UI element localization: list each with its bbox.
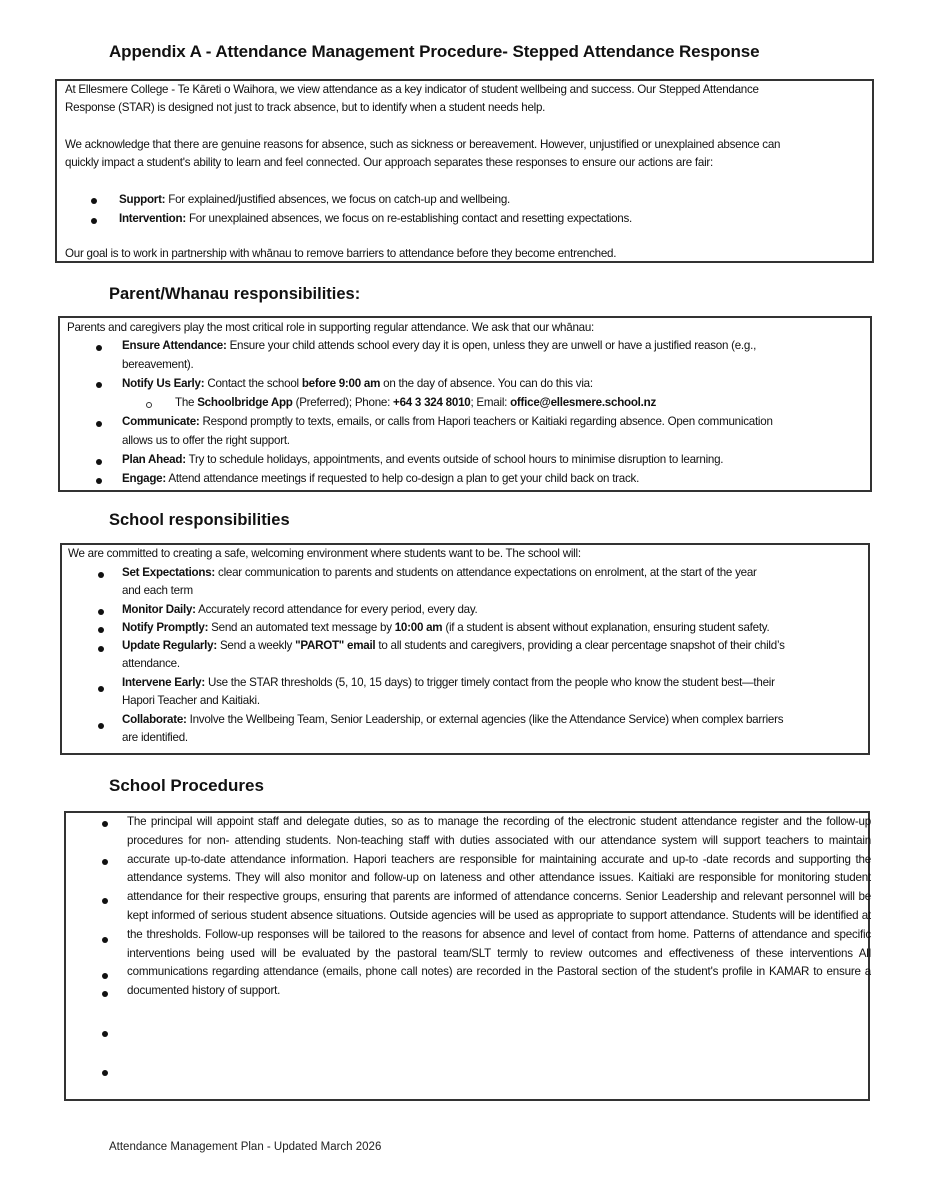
bullet-icon [102,991,108,997]
school-item-intervene: Intervene Early: Use the STAR thresholds (5, 10, 15 days) to trigger timely contact from the people who know the student best—their [122,676,775,689]
school-item-expectations: Set Expectations: clear communication to parents and students on attendance expectations on enrolment, at the start of the year [122,566,757,579]
parent-item-communicate: Communicate: Respond promptly to texts, emails, or calls from Hapori teachers or Kaitiaki regarding absence. Open communication [122,415,773,428]
parent-item-ensure: Ensure Attendance: Ensure your child attends school every day it is open, unless they are unwell or have a justified reason (e.g., [122,339,757,352]
bullet-icon [98,723,104,729]
bullet-icon [98,609,104,615]
bullet-icon [96,382,102,388]
school-item-intervene-cont: Hapori Teacher and Kaitiaki. [122,694,260,707]
bullet-icon [102,821,108,827]
school-email-link[interactable]: office@ellesmere.school.nz [510,396,657,409]
bullet-icon [102,859,108,865]
bullet-icon [96,478,102,484]
school-item-update-cont: attendance. [122,657,180,670]
bullet-icon [98,646,104,652]
procedures-heading: School Procedures [109,776,264,795]
bullet-icon [102,898,108,904]
page-footer: Attendance Management Plan - Updated March 2026 [109,1141,382,1153]
parent-item-ensure-cont: bereavement). [122,358,194,371]
school-item-update: Update Regularly: Send a weekly "PAROT" email to all students and caregivers, providing a clear percentage snapshot of their child’s [122,639,785,652]
bullet-icon [91,198,97,204]
bullet-icon [102,1070,108,1076]
bullet-icon [102,973,108,979]
bullet-icon [98,627,104,633]
intro-line-1: At Ellesmere College - Te Kāreti o Waihora, we view attendance as a key indicator of student wellbeing and success. Our Stepped Attendance [65,83,759,96]
bullet-icon [91,218,97,224]
bullet-icon [96,421,102,427]
bullet-icon [102,1031,108,1037]
school-heading: School responsibilities [109,511,290,529]
school-item-notify: Notify Promptly: Send an automated text message by 10:00 am (if a student is absent without explanation, ensuring student safety. [122,621,770,634]
parent-notify-methods: The Schoolbridge App (Preferred); Phone: +64 3 324 8010; Email: office@ellesmere.school.nz [175,396,657,409]
parent-item-notify: Notify Us Early: Contact the school before 9:00 am on the day of absence. You can do this via: [122,377,593,390]
bullet-icon [98,572,104,578]
procedures-box [64,811,870,1101]
parent-lead: Parents and caregivers play the most critical role in supporting regular attendance. We ask that our whānau: [67,321,595,334]
sub-bullet-icon [146,402,152,408]
parent-item-communicate-cont: allows us to offer the right support. [122,434,290,447]
intro-line-2: Response (STAR) is designed not just to track absence, but to identify when a student needs help. [65,101,546,114]
school-item-collaborate-cont: are identified. [122,731,188,744]
intro-line-4: quickly impact a student's ability to learn and feel connected. Our approach separates these responses to ensure our actions are fair: [65,156,713,169]
bullet-icon [98,686,104,692]
school-item-collaborate: Collaborate: Involve the Wellbeing Team, Senior Leadership, or external agencies (like the Attendance Service) when complex barriers [122,713,784,726]
parent-box [58,316,872,492]
bullet-icon [96,345,102,351]
intro-box [55,79,874,263]
parent-item-engage: Engage: Attend attendance meetings if requested to help co-design a plan to get your child back on track. [122,472,640,485]
school-box [60,543,870,755]
parent-item-plan: Plan Ahead: Try to schedule holidays, appointments, and events outside of school hours to minimise disruption to learning. [122,453,724,466]
intro-line-3: We acknowledge that there are genuine reasons for absence, such as sickness or bereavement. However, unjustified or unexplained absence can [65,138,781,151]
school-item-expectations-cont: and each term [122,584,193,597]
school-item-monitor: Monitor Daily: Accurately record attendance for every period, every day. [122,603,478,616]
school-lead: We are committed to creating a safe, welcoming environment where students want to be. The school will: [68,547,581,560]
bullet-icon [102,937,108,943]
page-title: Appendix A - Attendance Management Procedure- Stepped Attendance Response [109,42,760,61]
parent-heading: Parent/Whanau responsibilities: [109,285,361,303]
intro-goal: Our goal is to work in partnership with whānau to remove barriers to attendance before they become entrenched. [65,247,617,260]
intro-bullet-intervention: Intervention: For unexplained absences, we focus on re-establishing contact and resetting expectations. [119,212,633,225]
bullet-icon [96,459,102,465]
procedures-paragraph: The principal will appoint staff and delegate duties, so as to manage the recording of the electronic student attendance register and the follow-up procedures for non- attending students. Non-teaching staff with duties associated with our attendance system will support teachers to maintain accurate up-to-date attendance information. Hapori teachers are responsible for maintaining accurate and up-to -date records and supporting the attendance systems. They will also monitor and follow-up on lateness and other attendance issues. Kaitiaki are responsible for monitoring student attendance for their respective groups, ensuring that parents are informed of attendance concerns. Senior Leadership and relevant personnel will be kept informed of serious student absence situations. Outside agencies will be used as appropriate to support attendance. Students will be identified at the thresholds. Follow-up responses will be tailored to the reasons for absence and level of contact from home. Patterns of attendance and specific interventions being used will be evaluated by the pastoral team/SLT termly to review outcomes and effectiveness of these interventions All communications regarding attendance (emails, phone call notes) are recorded in the Pastoral section of the student's profile in KAMAR to ensure a documented history of support. [127,815,871,998]
intro-bullet-support: Support: For explained/justified absences, we focus on catch-up and wellbeing. [119,193,510,206]
